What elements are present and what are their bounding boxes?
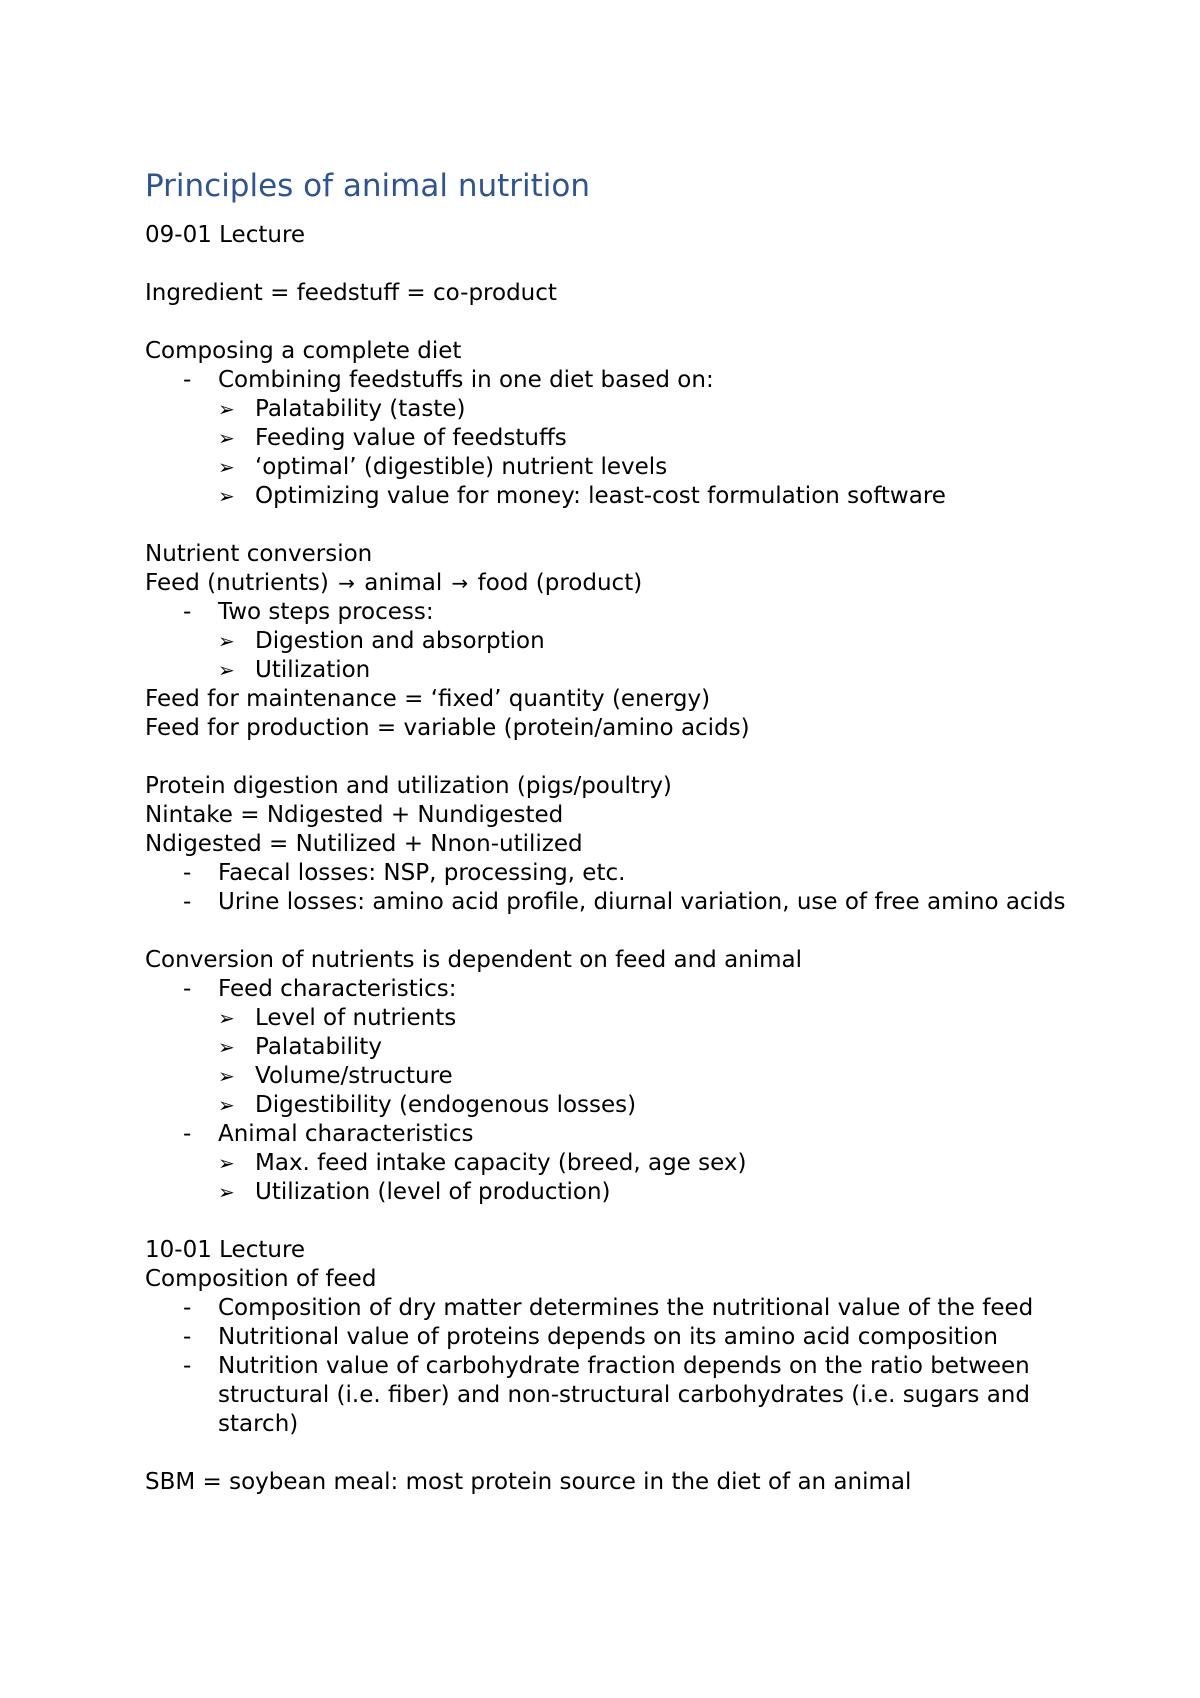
arrow-bullet-icon: ➢ xyxy=(218,397,235,421)
list-item xyxy=(145,656,1075,685)
list-item xyxy=(145,424,1075,453)
list-item xyxy=(145,1091,1075,1120)
list-item xyxy=(145,482,1075,511)
nitrogen-equation: Ndigested = Nutilized + Nnon-utilized xyxy=(145,831,583,857)
list-item-text: Faecal losses: NSP, processing, etc. xyxy=(218,860,626,886)
list-item xyxy=(145,975,1075,1004)
list-item-text: Two steps process: xyxy=(218,599,434,625)
list-item-text: Utilization xyxy=(255,657,371,683)
list-item xyxy=(145,1004,1075,1033)
list-item xyxy=(145,395,1075,424)
list-item-text: Combining feedstuffs in one diet based on: xyxy=(218,367,714,393)
protein-heading: Protein digestion and utilization (pigs/poultry) xyxy=(145,773,672,799)
list-item-text: Nutritional value of proteins depends on its amino acid composition xyxy=(218,1324,998,1350)
list-item-text: ‘optimal’ (digestible) nutrient levels xyxy=(255,454,668,480)
conversion-heading: Nutrient conversion xyxy=(145,541,373,567)
list-item-text: Nutrition value of carbohydrate fraction depends on the ratio between structural (i.e. fiber) and non-structural carbohydrates (i.e. sugars and starch) xyxy=(218,1353,1030,1437)
list-item xyxy=(145,1120,1075,1149)
dash-bullet-icon: - xyxy=(183,367,192,393)
dash-bullet-icon: - xyxy=(183,599,192,625)
dependent-heading: Conversion of nutrients is dependent on feed and animal xyxy=(145,947,803,973)
composing-heading: Composing a complete diet xyxy=(145,338,462,364)
list-item-text: Feeding value of feedstuffs xyxy=(255,425,567,451)
flow-part: animal xyxy=(364,570,443,596)
composition-heading: Composition of feed xyxy=(145,1266,377,1292)
arrow-bullet-icon: ➢ xyxy=(218,658,235,682)
list-item xyxy=(145,1178,1075,1207)
list-item-text: Animal characteristics xyxy=(218,1121,474,1147)
list-item xyxy=(145,1352,1075,1439)
list-item xyxy=(145,453,1075,482)
list-item xyxy=(145,1033,1075,1062)
list-item-text: Utilization (level of production) xyxy=(255,1179,611,1205)
dash-bullet-icon: - xyxy=(183,860,192,886)
list-item-text: Optimizing value for money: least-cost formulation software xyxy=(255,483,946,509)
flow-part: Feed (nutrients) xyxy=(145,570,329,596)
lecture-heading-1: 09-01 Lecture xyxy=(145,222,306,248)
list-item-text: Digestion and absorption xyxy=(255,628,545,654)
list-item xyxy=(145,627,1075,656)
dash-bullet-icon: - xyxy=(183,889,192,915)
arrow-bullet-icon: ➢ xyxy=(218,1064,235,1088)
list-item xyxy=(145,1294,1075,1323)
list-item-text: Digestibility (endogenous losses) xyxy=(255,1092,637,1118)
arrow-bullet-icon: ➢ xyxy=(218,426,235,450)
list-item xyxy=(145,888,1075,917)
production-line: Feed for production = variable (protein/amino acids) xyxy=(145,715,750,741)
list-item-text: Urine losses: amino acid profile, diurnal variation, use of free amino acids xyxy=(218,889,1066,915)
dash-bullet-icon: - xyxy=(183,1324,192,1350)
arrow-bullet-icon: ➢ xyxy=(218,629,235,653)
list-item xyxy=(145,859,1075,888)
flow-part: food (product) xyxy=(477,570,643,596)
arrow-bullet-icon: ➢ xyxy=(218,1093,235,1117)
dash-bullet-icon: - xyxy=(183,976,192,1002)
arrow-bullet-icon: ➢ xyxy=(218,484,235,508)
list-item xyxy=(145,1149,1075,1178)
list-item xyxy=(145,1062,1075,1091)
list-item-text: Volume/structure xyxy=(255,1063,453,1089)
arrow-bullet-icon: ➢ xyxy=(218,455,235,479)
ingredient-definition: Ingredient = feedstuff = co-product xyxy=(145,280,557,306)
arrow-bullet-icon: ➢ xyxy=(218,1151,235,1175)
sbm-definition: SBM = soybean meal: most protein source in the diet of an animal xyxy=(145,1469,912,1495)
dash-bullet-icon: - xyxy=(183,1295,192,1321)
conversion-flow xyxy=(145,569,1075,598)
arrow-bullet-icon: ➢ xyxy=(218,1006,235,1030)
document-page xyxy=(145,166,1075,1497)
right-arrow-icon: → xyxy=(338,571,355,595)
dash-bullet-icon: - xyxy=(183,1121,192,1147)
list-item xyxy=(145,366,1075,395)
list-item-text: Palatability xyxy=(255,1034,382,1060)
arrow-bullet-icon: ➢ xyxy=(218,1035,235,1059)
list-item xyxy=(145,1323,1075,1352)
list-item xyxy=(145,598,1075,627)
list-item-text: Level of nutrients xyxy=(255,1005,457,1031)
document-title: Principles of animal nutrition xyxy=(145,168,591,204)
nitrogen-equation: Nintake = Ndigested + Nundigested xyxy=(145,802,564,828)
lecture-heading-2: 10-01 Lecture xyxy=(145,1237,306,1263)
list-item-text: Feed characteristics: xyxy=(218,976,457,1002)
dash-bullet-icon: - xyxy=(183,1353,192,1379)
list-item-text: Composition of dry matter determines the nutritional value of the feed xyxy=(218,1295,1034,1321)
list-item-text: Max. feed intake capacity (breed, age sex) xyxy=(255,1150,747,1176)
maintenance-line: Feed for maintenance = ‘fixed’ quantity (energy) xyxy=(145,686,711,712)
right-arrow-icon: → xyxy=(451,571,469,595)
list-item-text: Palatability (taste) xyxy=(255,396,466,422)
arrow-bullet-icon: ➢ xyxy=(218,1180,235,1204)
